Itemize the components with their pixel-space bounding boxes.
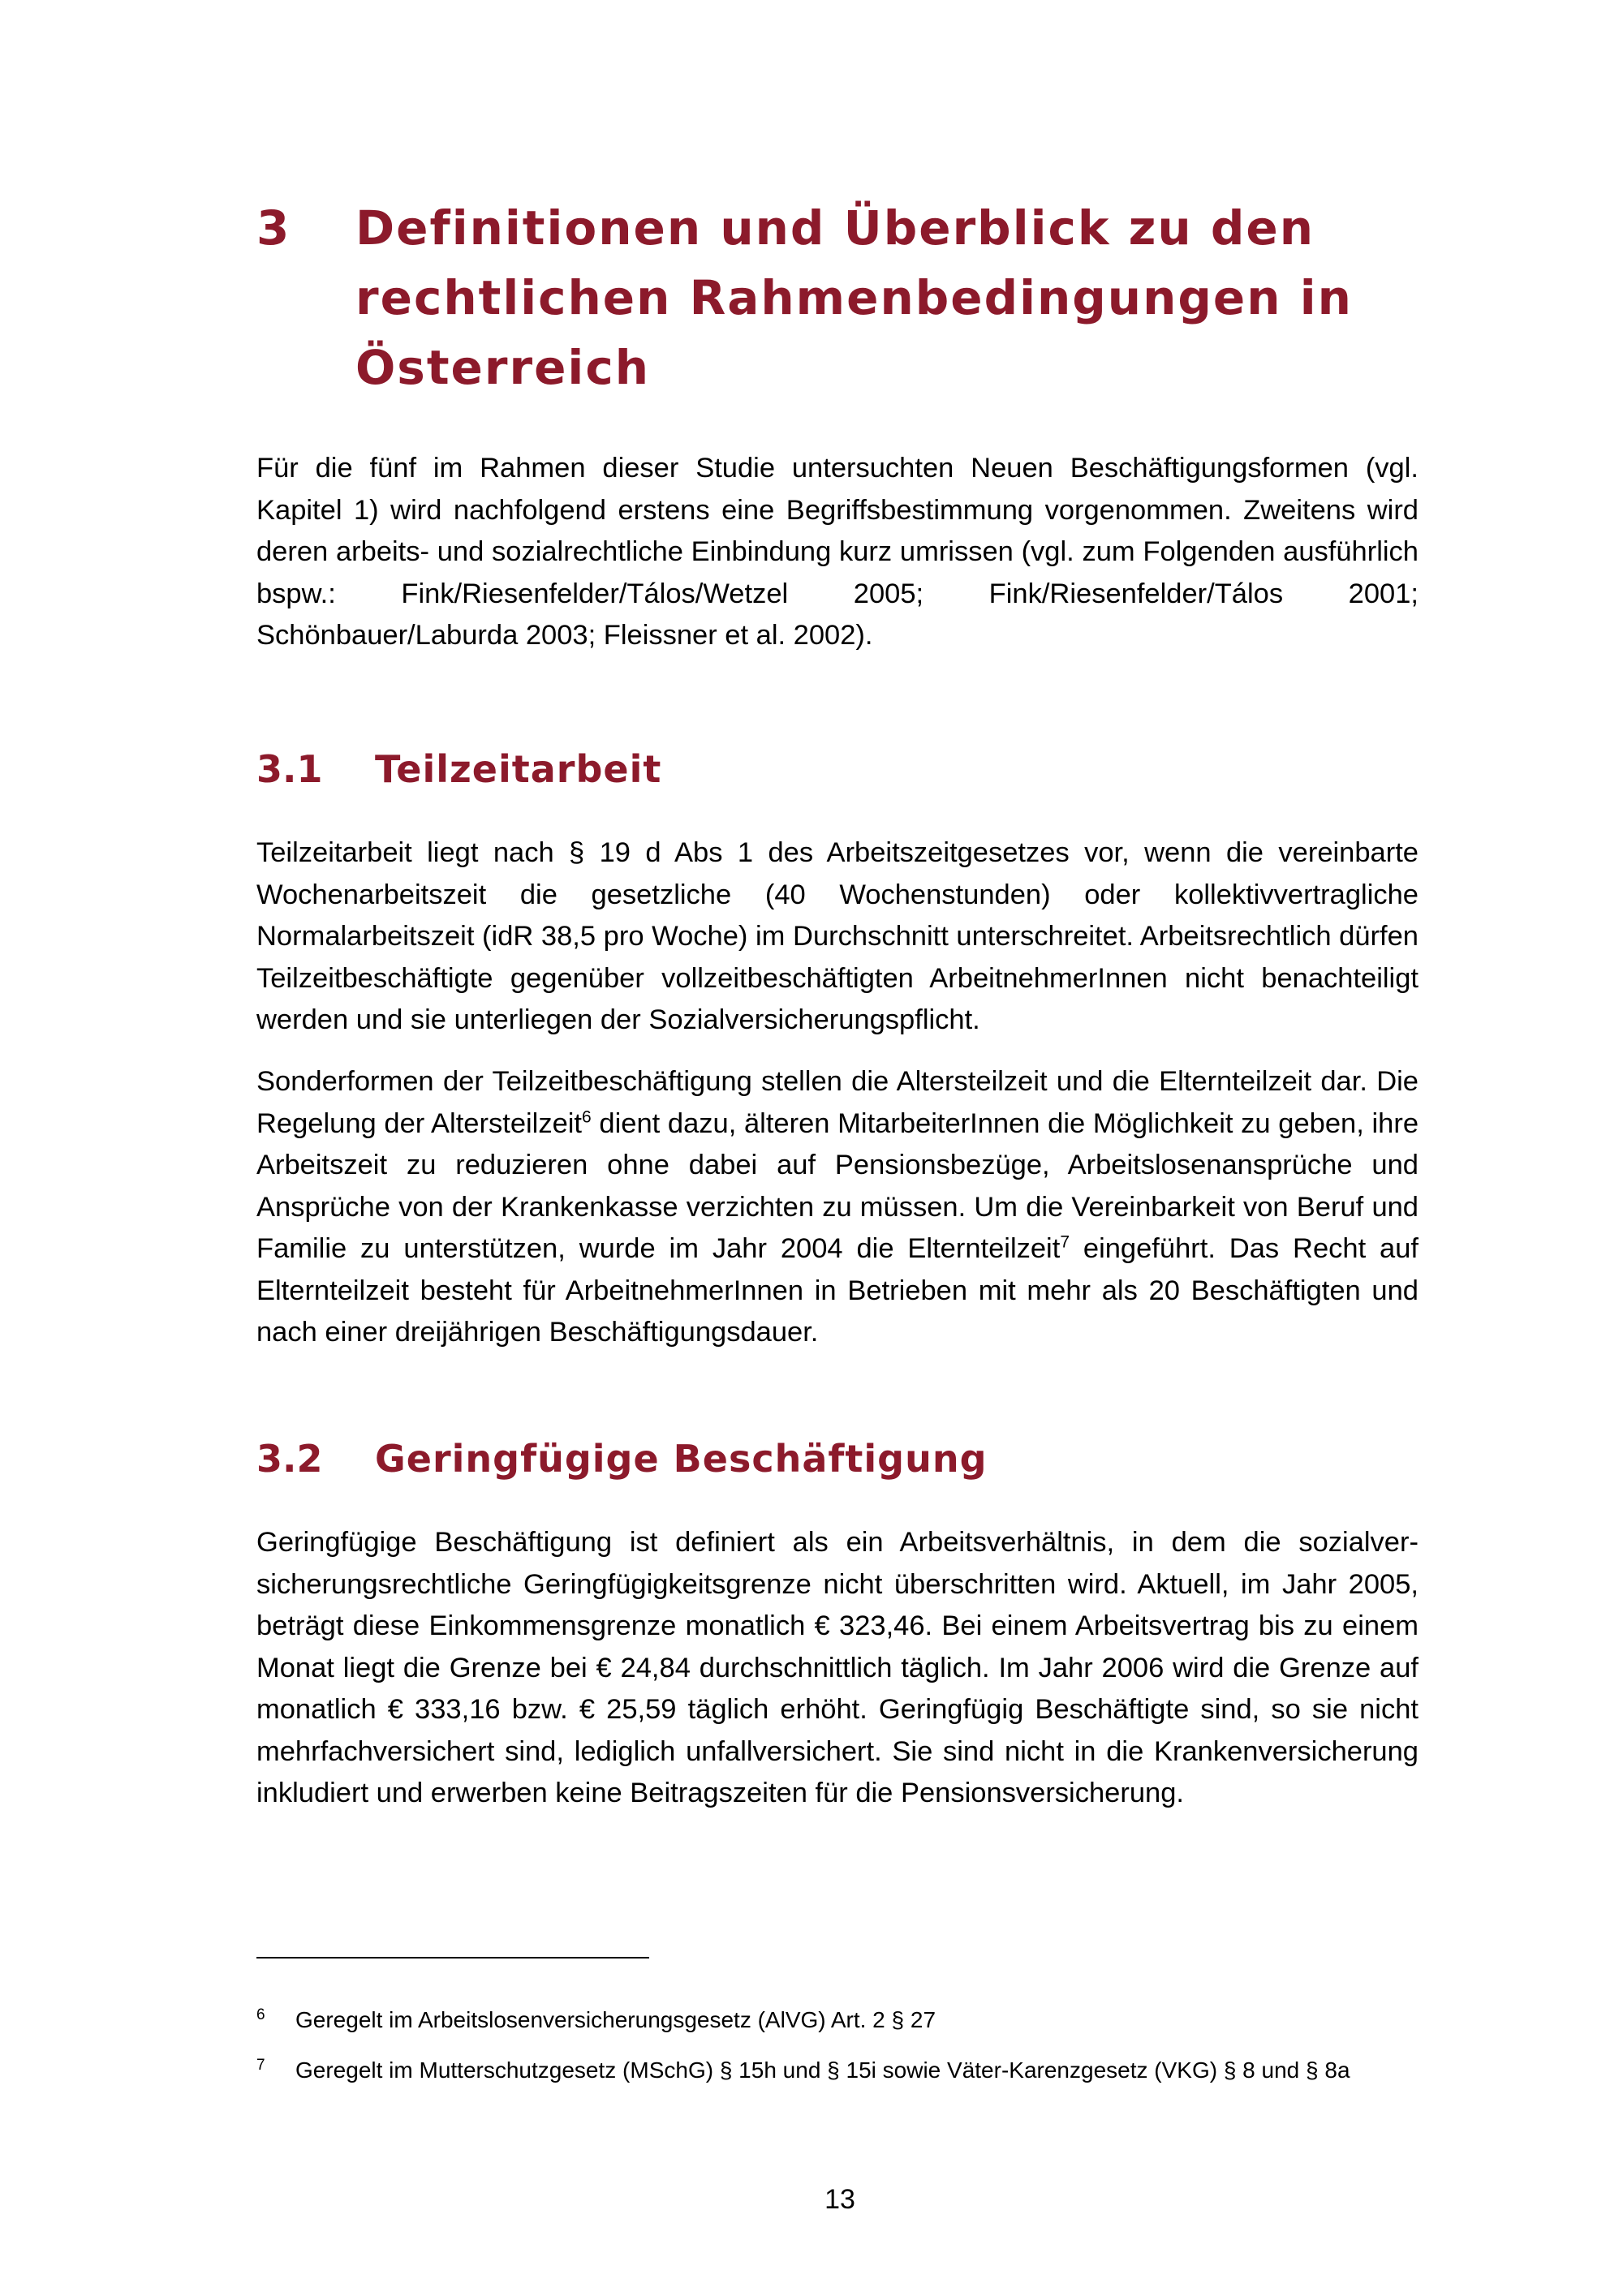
chapter-number: 3 bbox=[256, 200, 290, 256]
footnote-mark: 6 bbox=[256, 2006, 265, 2023]
footnote-7 bbox=[256, 2054, 1419, 2087]
section-number: 3.1 bbox=[256, 747, 323, 791]
paragraph-text: Sonderformen der Teilzeitbeschäftigung stellen die Altersteilzeit und die Elternteilzeit dar. Die Regelung der Altersteilzeit bbox=[256, 1066, 1419, 1139]
footnote-mark: 7 bbox=[256, 2057, 265, 2074]
footnote-text: Geregelt im Mutterschutzgesetz (MSchG) § 15h und § 15i sowie Väter-Karenzgesetz (VKG) § 8 und § 8a bbox=[295, 2057, 1350, 2083]
section-title: Geringfügige Beschäftigung bbox=[375, 1437, 988, 1481]
chapter-title: Definitionen und Überblick zu den rechtlichen Rahmenbedingungen in Österreich bbox=[355, 200, 1353, 395]
page-number: 13 bbox=[824, 2184, 855, 2215]
footnote-reference: 7 bbox=[1060, 1232, 1070, 1252]
footnote-reference: 6 bbox=[582, 1107, 592, 1126]
teilzeit-paragraph-2 bbox=[256, 1061, 1419, 1354]
footnote-text: Geregelt im Arbeitslosenversicherungsgesetz (AlVG) Art. 2 § 27 bbox=[295, 2007, 936, 2032]
footnote-divider bbox=[256, 1957, 649, 1958]
chapter-intro-paragraph: Für die fünf im Rahmen dieser Studie untersuchten Neuen Beschäftigungsformen (vgl. Kapitel 1) wird nachfolgend erstens eine Begriffsbestimmung vorgenommen. Zweitens wird deren arbeits- und sozialrechtliche Einbindung kurz umrissen (vgl. zum Folgenden ausführlich bspw.: Fink/Riesenfelder/Tálos/Wetzel 2005; Fink/Riesenfelder/Tálos 2001; Schönbauer/Laburda 2003; Fleissner et al. 2002). bbox=[256, 453, 1419, 651]
paragraph-text: dient dazu, älteren MitarbeiterInnen die Möglichkeit zu geben, ihre Arbeitszeit zu reduzieren ohne dabei auf Pensionsbezüge, Arbeitslosenansprüche und Ansprüche von der Krankenkasse verzichten zu müssen. Um die Vereinbarkeit von Beruf und Familie zu unterstützen, wurde im Jahr 2004 die Elternteilzeit bbox=[256, 1107, 1419, 1264]
footnote-6 bbox=[256, 2004, 1419, 2036]
teilzeit-paragraph-1: Teilzeitarbeit liegt nach § 19 d Abs 1 des Arbeitszeitgesetzes vor, wenn die vereinbarte Wochenarbeitszeit die gesetzliche (40 Wochenstunden) oder kollektivvertragliche Normalarbeitszeit (idR 38,5 pro Woche) im Durchschnitt unterschreitet. Arbeitsrechtlich dürfen Teilzeitbeschäftigte gegenüber vollzeitbeschäftigten ArbeitnehmerInnen nicht benachteiligt werden und sie unterliegen der Sozialversicherungspflicht. bbox=[256, 837, 1419, 1035]
section-title: Teilzeitarbeit bbox=[375, 747, 662, 791]
section-number: 3.2 bbox=[256, 1437, 323, 1481]
paragraph-text: eingeführt. Das Recht auf Elternteilzeit besteht für ArbeitnehmerInnen in Betrieben mit mehr als 20 Beschäftigten und nach einer dreijährigen Beschäftigungsdauer. bbox=[256, 1233, 1419, 1348]
geringfuegig-paragraph-1: Geringfügige Beschäftigung ist definiert als ein Arbeitsverhältnis, in dem die sozialversicherungsrechtliche Geringfügigkeitsgrenze nicht überschritten wird. Aktuell, im Jahr 2005, beträgt diese Einkommensgrenze monatlich € 323,46. Bei einem Arbeitsvertrag bis zu einem Monat liegt die Grenze bei € 24,84 durchschnittlich täglich. Im Jahr 2006 wird die Grenze auf monatlich € 333,16 bzw. € 25,59 täglich erhöht. Geringfügig Beschäftigte sind, so sie nicht mehrfachversichert sind, lediglich unfallversichert. Sie sind nicht in die Krankenversicherung inkludiert und erwerben keine Beitragszeiten für die Pensionsversicherung. bbox=[256, 1527, 1419, 1808]
